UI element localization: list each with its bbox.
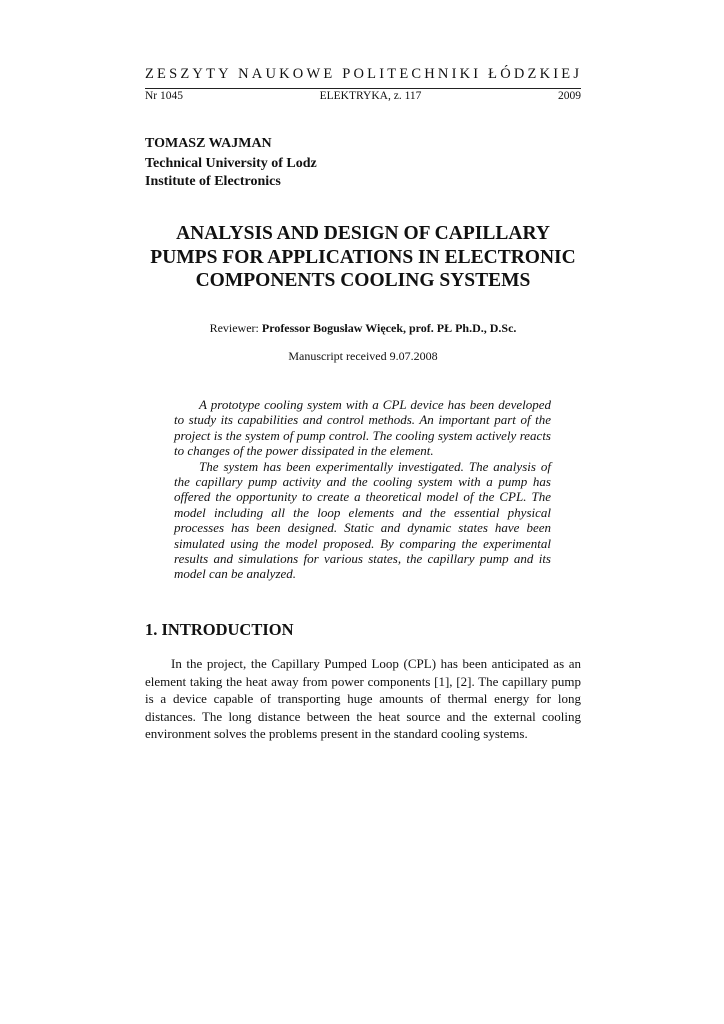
reviewer-line	[145, 321, 581, 336]
issue-number: Nr 1045	[145, 90, 184, 102]
abstract-paragraph: The system has been experimentally investigated. The analysis of the capillary pump activity and the cooling system with a pump has offered the opportunity to create a theoretical model of the CPL. The model including all the loop elements and the essential physical processes has been designed. Static and dynamic states have been simulated using the model proposed. By comparing the experimental results and simulations for various states, the capillary pump and its model can be analyzed.	[174, 458, 551, 582]
abstract	[174, 397, 551, 582]
abstract-paragraph: A prototype cooling system with a CPL device has been developed to study its capabilities and control methods. An important part of the project is the system of pump control. The cooling system actively reacts to changes of the power dissipated in the element.	[174, 397, 551, 459]
paper-title	[140, 222, 586, 293]
author-affiliation	[145, 155, 317, 191]
reviewer-name: Professor Bogusław Więcek, prof. PŁ Ph.D., D.Sc.	[261, 321, 517, 335]
affiliation-university: Technical University of Lodz	[145, 156, 317, 171]
journal-name: ZESZYTY NAUKOWE POLITECHNIKI ŁÓDZKIEJ	[145, 66, 583, 82]
journal-meta	[145, 90, 581, 102]
manuscript-received: Manuscript received 9.07.2008	[288, 349, 438, 363]
title-line: ANALYSIS AND DESIGN OF CAPILLARY	[176, 223, 550, 244]
header-rule	[145, 88, 581, 89]
publication-year: 2009	[558, 90, 581, 102]
affiliation-institute: Institute of Electronics	[145, 174, 281, 189]
body-paragraph: In the project, the Capillary Pumped Loop (CPL) has been anticipated as an element taking the heat away from power components [1], [2]. The capillary pump is a device capable of transporting huge amounts of thermal energy for long distances. The long distance between the heat source and the external cooling environment solves the problems present in the standard cooling systems.	[145, 656, 581, 741]
reviewer-label: Reviewer:	[209, 321, 259, 335]
title-line: COMPONENTS COOLING SYSTEMS	[195, 270, 531, 291]
author-name: TOMASZ WAJMAN	[145, 136, 272, 151]
section-heading: 1. INTRODUCTION	[145, 620, 294, 639]
title-line: PUMPS FOR APPLICATIONS IN ELECTRONIC	[150, 246, 576, 268]
journal-series: ELEKTRYKA, z. 117	[319, 90, 422, 102]
section-body	[145, 655, 581, 743]
